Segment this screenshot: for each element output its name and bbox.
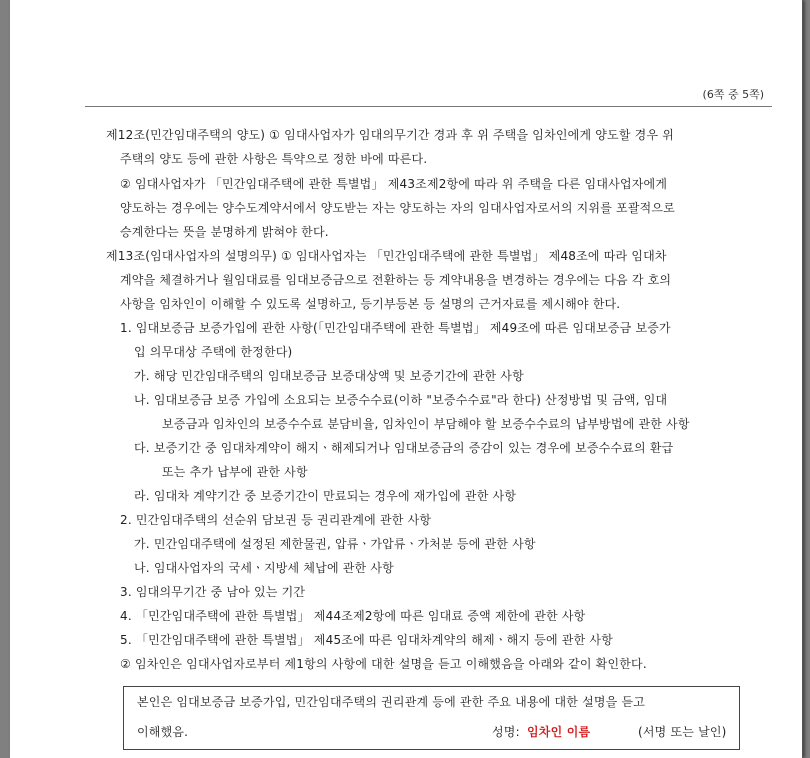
signature-note: (서명 또는 날인) [638, 725, 727, 739]
item-1-ra: 라. 임대차 계약기간 중 보증기간이 만료되는 경우에 재가입에 관한 사항 [134, 489, 517, 503]
item-2-na: 나. 임대사업자의 국세ㆍ지방세 체납에 관한 사항 [134, 561, 394, 575]
header-divider [85, 106, 772, 107]
item-1-na-line-2: 보증금과 임차인의 보증수수료 분담비율, 임차인이 부담해야 할 보증수수료의 납부방법에 관한 사항 [162, 417, 690, 431]
article-13-line-2: 계약을 체결하거나 월임대료를 임대보증금으로 전환하는 등 계약내용을 변경하는 경우에는 다음 각 호의 [120, 273, 672, 287]
signature-name[interactable]: 임차인 이름 [527, 725, 591, 739]
confirmation-text-line-2: 이해했음. [137, 725, 189, 739]
item-1-line-1: 1. 임대보증금 보증가입에 관한 사항(「민간임대주택에 관한 특별법」 제49조에 따른 임대보증금 보증가 [120, 321, 671, 335]
item-2-ga: 가. 민간임대주택에 설정된 제한물권, 압류ㆍ가압류ㆍ가처분 등에 관한 사항 [134, 537, 536, 551]
item-1-ga: 가. 해당 민간임대주택의 임대보증금 보증대상액 및 보증기간에 관한 사항 [134, 369, 524, 383]
confirmation-text-line-1: 본인은 임대보증금 보증가입, 민간임대주택의 권리관계 등에 관한 주요 내용에 대한 설명을 듣고 [137, 695, 646, 709]
article-12-para2-line-1: ② 임대사업자가 「민간임대주택에 관한 특별법」 제43조제2항에 따라 위 주택을 다른 임대사업자에게 [120, 177, 668, 191]
item-2: 2. 민간임대주택의 선순위 담보권 등 권리관계에 관한 사항 [120, 513, 432, 527]
item-1-da-line-2: 또는 추가 납부에 관한 사항 [162, 465, 308, 479]
article-12-line-1: 제12조(민간임대주택의 양도) ① 임대사업자가 임대의무기간 경과 후 위 주택을 임차인에게 양도할 경우 위 [106, 128, 675, 142]
item-1-da-line-1: 다. 보증기간 중 임대차계약이 해지ㆍ해제되거나 임대보증금의 증감이 있는 경우에 보증수수료의 환급 [134, 441, 674, 455]
article-13-para2: ② 임차인은 임대사업자로부터 제1항의 사항에 대한 설명을 듣고 이해했음을 아래와 같이 확인한다. [120, 657, 647, 671]
article-12-para2-line-3: 승계한다는 뜻을 분명하게 밝혀야 한다. [120, 225, 329, 239]
article-13-line-3: 사항을 임차인이 이해할 수 있도록 설명하고, 등기부등본 등 설명의 근거자료를 제시해야 한다. [120, 297, 621, 311]
item-1-na-line-1: 나. 임대보증금 보증 가입에 소요되는 보증수수료(이하 "보증수수료"라 한다) 산정방법 및 금액, 임대 [134, 393, 668, 407]
confirmation-box [123, 686, 740, 750]
item-5: 5. 「민간임대주택에 관한 특별법」 제45조에 따른 임대차계약의 해제ㆍ해지 등에 관한 사항 [120, 633, 613, 647]
article-13-line-1: 제13조(임대사업자의 설명의무) ① 임대사업자는 「민간임대주택에 관한 특별법」 제48조에 따라 임대차 [106, 249, 667, 263]
article-12-line-2: 주택의 양도 등에 관한 사항은 특약으로 정한 바에 따른다. [120, 152, 428, 166]
item-4: 4. 「민간임대주택에 관한 특별법」 제44조제2항에 따른 임대료 증액 제한에 관한 사항 [120, 609, 586, 623]
item-1-line-2: 입 의무대상 주택에 한정한다) [134, 345, 293, 359]
article-12-para2-line-2: 양도하는 경우에는 양수도계약서에서 양도받는 자는 양도하는 자의 임대사업자로서의 지위를 포괄적으로 [120, 201, 675, 215]
signature-label: 성명: [492, 725, 520, 739]
page-number: (6쪽 중 5쪽) [702, 88, 764, 101]
item-3: 3. 임대의무기간 중 남아 있는 기간 [120, 585, 306, 599]
document-page [10, 0, 803, 758]
